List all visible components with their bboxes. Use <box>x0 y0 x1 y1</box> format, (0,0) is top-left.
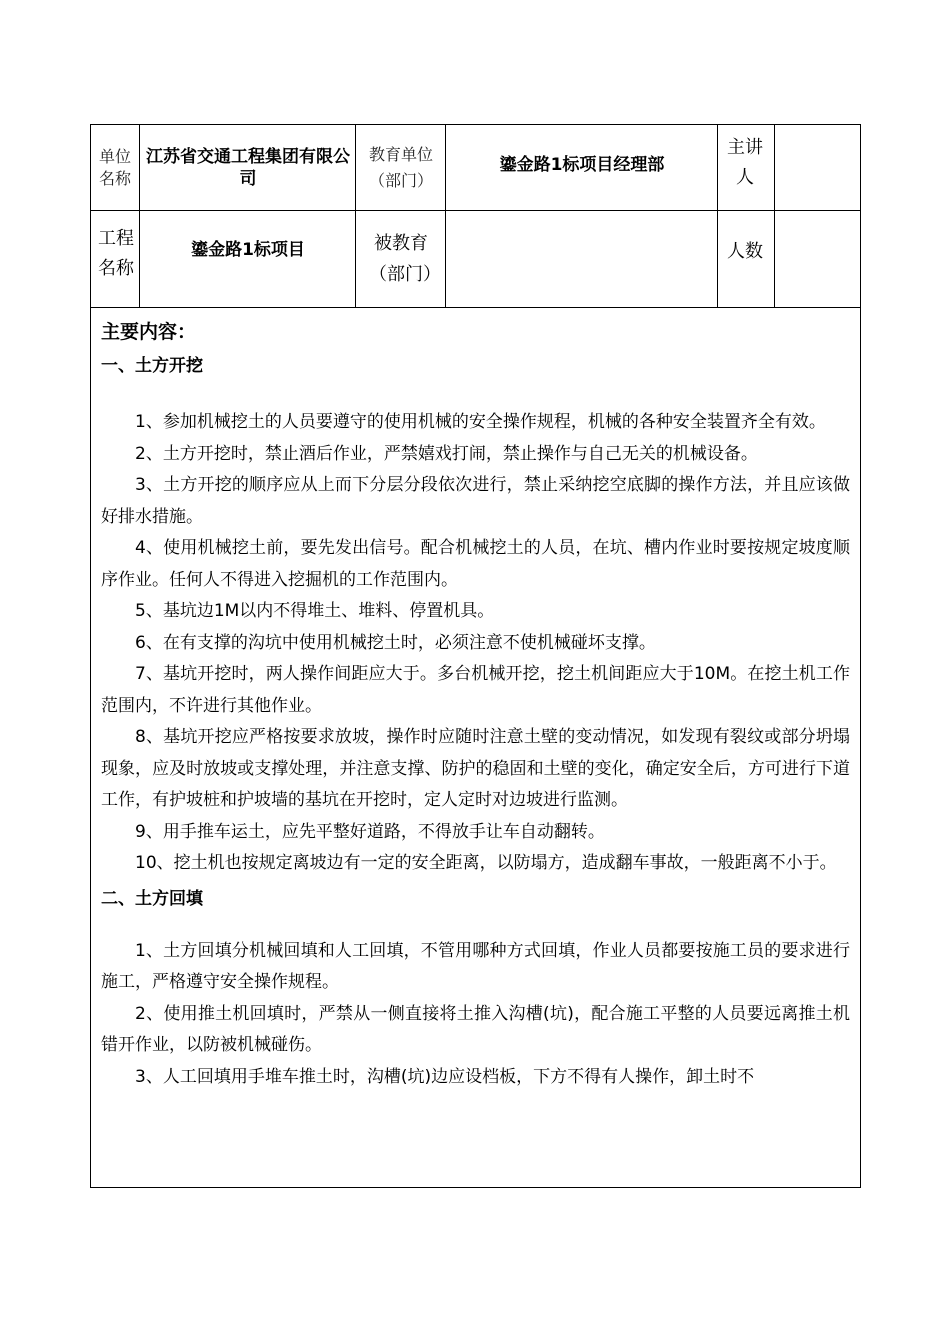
speaker-value <box>776 125 860 210</box>
main-content <box>91 309 860 1093</box>
list-item: 2、使用推土机回填时，严禁从一侧直接将土推入沟槽(坑)，配合施工平整的人员要远离推土机错开作业，以防被机械碰伤。 <box>101 1003 850 1055</box>
section-heading-backfill: 二、土方回填 <box>101 888 203 909</box>
list-item: 2、土方开挖时，禁止酒后作业，严禁嬉戏打闹，禁止操作与自己无关的机械设备。 <box>135 443 758 464</box>
educated-dept-value <box>447 211 717 307</box>
content-title: 主要内容： <box>101 321 197 343</box>
row-divider-2 <box>91 307 860 308</box>
list-item: 5、基坑边1M以内不得堆土、堆料、停置机具。 <box>135 601 495 621</box>
list-item: 7、基坑开挖时，两人操作间距应大于。多台机械开挖，挖土机间距应大于10M。在挖土机工作范围内，不许进行其他作业。 <box>101 664 850 716</box>
education-unit-label: 教育单位（部门） <box>368 144 433 190</box>
educated-dept-label: 被教育（部门） <box>369 233 441 285</box>
list-item: 8、基坑开挖应严格按要求放坡，操作时应随时注意土壁的变动情况，如发现有裂纹或部分坍塌现象，应及时放坡或支撑处理，并注意支撑、防护的稳固和土壁的变化，确定安全后，方可进行下道工作，有护坡桩和护坡墙的基坑在开挖时，定人定时对边坡进行监测。 <box>101 727 850 810</box>
list-item: 4、使用机械挖土前，要先发出信号。配合机械挖土的人员，在坑、槽内作业时要按规定坡度顺序作业。任何人不得进入挖掘机的工作范围内。 <box>101 538 850 590</box>
col-divider-3 <box>445 125 446 308</box>
list-item: 1、参加机械挖土的人员要遵守的使用机械的安全操作规程，机械的各种安全装置齐全有效。 <box>135 412 826 432</box>
col-divider-2 <box>355 125 356 308</box>
section-heading-excavation: 一、土方开挖 <box>101 356 203 376</box>
list-item: 9、用手推车运土，应先平整好道路，不得放手让车自动翻转。 <box>135 821 605 842</box>
education-record-table <box>90 124 861 1188</box>
unit-name-value: 江苏省交通工程集团有限公司 <box>146 146 350 189</box>
project-name-label: 工程名称 <box>98 227 134 279</box>
col-divider-1 <box>139 125 140 308</box>
col-divider-5 <box>774 125 775 308</box>
list-item: 3、土方开挖的顺序应从上而下分层分段依次进行，禁止采纳挖空底脚的操作方法，并且应该做好排水措施。 <box>101 475 850 527</box>
education-unit-value: 鎏金路1标项目经理部 <box>499 155 665 175</box>
project-name-value: 鎏金路1标项目 <box>191 239 305 260</box>
headcount-value <box>776 211 860 307</box>
unit-name-label: 单位名称 <box>98 146 131 188</box>
speaker-label: 主讲人 <box>727 136 763 188</box>
col-divider-4 <box>717 125 718 308</box>
list-item: 3、人工回填用手堆车推土时，沟槽(坑)边应设档板，下方不得有人操作，卸土时不 <box>135 1066 755 1087</box>
list-item: 10、挖土机也按规定离坡边有一定的安全距离，以防塌方，造成翻车事故，一般距离不小于。 <box>135 853 837 873</box>
headcount-label: 人数 <box>727 241 763 262</box>
list-item: 6、在有支撑的沟坑中使用机械挖土时，必须注意不使机械碰坏支撑。 <box>135 632 656 653</box>
list-item: 1、土方回填分机械回填和人工回填，不管用哪种方式回填，作业人员都要按施工员的要求进行施工，严格遵守安全操作规程。 <box>101 940 850 992</box>
